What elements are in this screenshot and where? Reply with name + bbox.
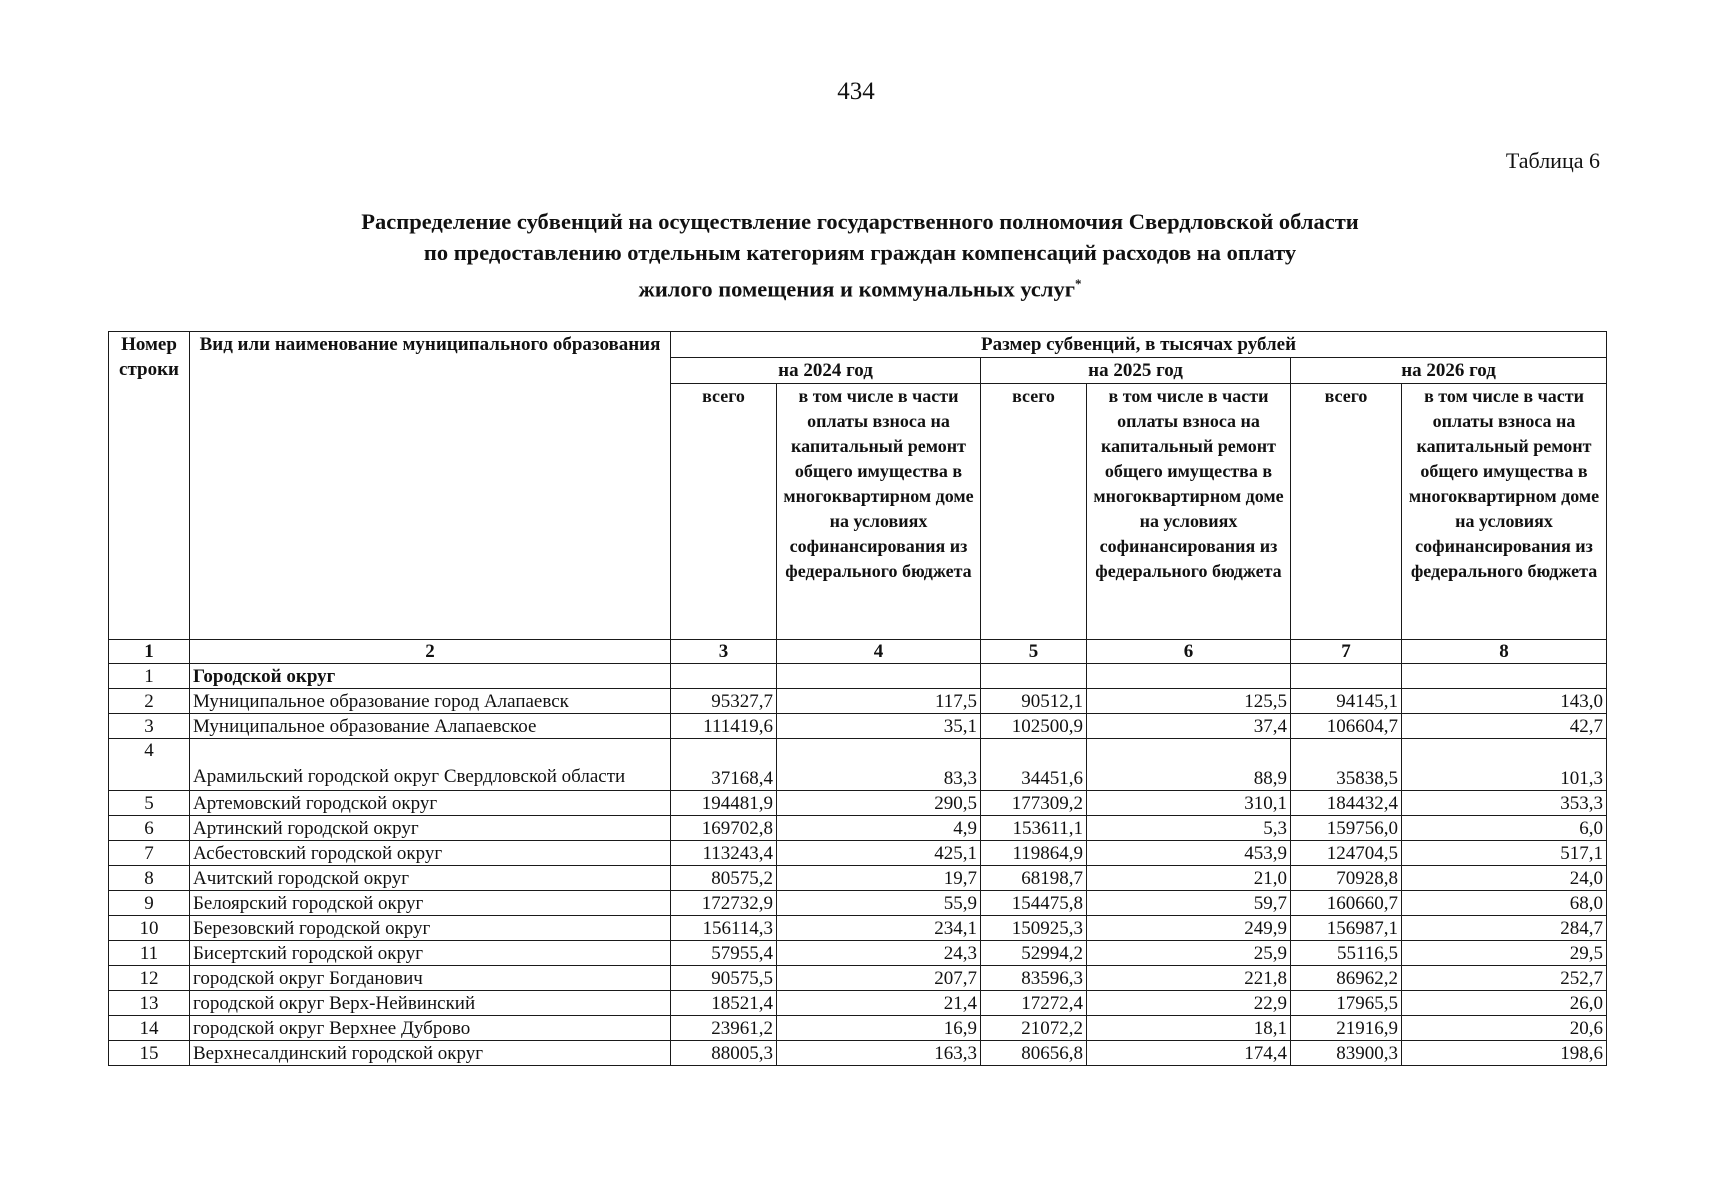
capital-repair-2026 [1402, 664, 1607, 689]
capital-repair-2024: 117,5 [777, 689, 981, 714]
total-2025: 21072,2 [981, 1016, 1087, 1041]
capital-repair-2026: 26,0 [1402, 991, 1607, 1016]
total-2024: 90575,5 [671, 966, 777, 991]
capital-repair-2026: 517,1 [1402, 841, 1607, 866]
capital-repair-2024: 16,9 [777, 1016, 981, 1041]
capital-repair-2024: 425,1 [777, 841, 981, 866]
municipality-name: городской округ Богданович [190, 966, 671, 991]
municipality-name: Артемовский городской округ [190, 791, 671, 816]
capital-repair-2026: 6,0 [1402, 816, 1607, 841]
table-row [109, 816, 1607, 841]
row-number: 15 [109, 1041, 190, 1066]
capital-repair-2026: 143,0 [1402, 689, 1607, 714]
capital-repair-2026: 68,0 [1402, 891, 1607, 916]
total-2026: 35838,5 [1291, 739, 1402, 791]
table-row [109, 841, 1607, 866]
municipality-name: Городской округ [190, 664, 671, 689]
row-number: 11 [109, 941, 190, 966]
capital-repair-2026: 20,6 [1402, 1016, 1607, 1041]
total-2024: 23961,2 [671, 1016, 777, 1041]
municipality-name: Бисертский городской округ [190, 941, 671, 966]
capital-repair-2025: 25,9 [1087, 941, 1291, 966]
capital-repair-2025: 88,9 [1087, 739, 1291, 791]
total-2025 [981, 664, 1087, 689]
total-2025: 119864,9 [981, 841, 1087, 866]
table-row [109, 664, 1607, 689]
table-row [109, 891, 1607, 916]
total-2026: 55116,5 [1291, 941, 1402, 966]
title-line-2: по предоставлению отдельным категориям граждан компенсаций расходов на оплату [423, 240, 1297, 265]
capital-repair-2026: 29,5 [1402, 941, 1607, 966]
total-2026: 106604,7 [1291, 714, 1402, 739]
municipality-name: Верхнесалдинский городской округ [190, 1041, 671, 1066]
capital-repair-2025: 37,4 [1087, 714, 1291, 739]
capital-repair-2025: 249,9 [1087, 916, 1291, 941]
capital-repair-2026: 284,7 [1402, 916, 1607, 941]
header-year-2024: на 2024 год [671, 358, 981, 384]
capital-repair-2024: 83,3 [777, 739, 981, 791]
municipality-name: городской округ Верхнее Дуброво [190, 1016, 671, 1041]
row-number: 13 [109, 991, 190, 1016]
capital-repair-2024: 163,3 [777, 1041, 981, 1066]
footnote-mark: * [1074, 276, 1082, 291]
municipality-name: Муниципальное образование город Алапаевск [190, 689, 671, 714]
capital-repair-2024: 207,7 [777, 966, 981, 991]
table-row [109, 1016, 1607, 1041]
row-number: 9 [109, 891, 190, 916]
table-row [109, 966, 1607, 991]
total-2024: 88005,3 [671, 1041, 777, 1066]
header-municipality: Вид или наименование муниципального образования [190, 332, 671, 640]
capital-repair-2024: 35,1 [777, 714, 981, 739]
total-2026 [1291, 664, 1402, 689]
total-2024: 169702,8 [671, 816, 777, 841]
capital-repair-2024: 234,1 [777, 916, 981, 941]
header-2025-total: всего [981, 384, 1087, 640]
total-2026: 70928,8 [1291, 866, 1402, 891]
municipality-name: городской округ Верх-Нейвинский [190, 991, 671, 1016]
capital-repair-2026: 198,6 [1402, 1041, 1607, 1066]
total-2025: 52994,2 [981, 941, 1087, 966]
table-row [109, 991, 1607, 1016]
total-2026: 21916,9 [1291, 1016, 1402, 1041]
total-2025: 102500,9 [981, 714, 1087, 739]
column-number: 4 [777, 640, 981, 664]
row-number: 1 [109, 664, 190, 689]
capital-repair-2025 [1087, 664, 1291, 689]
capital-repair-2026: 24,0 [1402, 866, 1607, 891]
municipality-name: Белоярский городской округ [190, 891, 671, 916]
total-2026: 17965,5 [1291, 991, 1402, 1016]
header-year-2026: на 2026 год [1291, 358, 1607, 384]
capital-repair-2025: 174,4 [1087, 1041, 1291, 1066]
capital-repair-2024 [777, 664, 981, 689]
row-number: 3 [109, 714, 190, 739]
capital-repair-2026: 353,3 [1402, 791, 1607, 816]
total-2024: 95327,7 [671, 689, 777, 714]
municipality-name: Артинский городской округ [190, 816, 671, 841]
municipality-name: Ачитский городской округ [190, 866, 671, 891]
total-2024: 57955,4 [671, 941, 777, 966]
capital-repair-2025: 453,9 [1087, 841, 1291, 866]
total-2025: 153611,1 [981, 816, 1087, 841]
header-2024-total: всего [671, 384, 777, 640]
row-number: 6 [109, 816, 190, 841]
row-number: 2 [109, 689, 190, 714]
capital-repair-2024: 24,3 [777, 941, 981, 966]
table-row [109, 689, 1607, 714]
capital-repair-2025: 21,0 [1087, 866, 1291, 891]
column-number: 5 [981, 640, 1087, 664]
row-number: 5 [109, 791, 190, 816]
table-row [109, 739, 1607, 791]
capital-repair-2025: 59,7 [1087, 891, 1291, 916]
municipality-name: Березовский городской округ [190, 916, 671, 941]
page-number: 434 [837, 78, 875, 105]
total-2025: 17272,4 [981, 991, 1087, 1016]
total-2024: 172732,9 [671, 891, 777, 916]
capital-repair-2024: 19,7 [777, 866, 981, 891]
subsidies-table [108, 331, 1607, 1066]
header-year-2025: на 2025 год [981, 358, 1291, 384]
column-number: 6 [1087, 640, 1291, 664]
row-number: 7 [109, 841, 190, 866]
document-title [180, 206, 1540, 305]
row-number: 10 [109, 916, 190, 941]
total-2024: 80575,2 [671, 866, 777, 891]
total-2025: 177309,2 [981, 791, 1087, 816]
header-2026-capital-repair: в том числе в части оплаты взноса на капитальный ремонт общего имущества в многоквартирном доме на условиях софинансирования из федерального бюджета [1402, 384, 1607, 640]
capital-repair-2025: 18,1 [1087, 1016, 1291, 1041]
table-row [109, 941, 1607, 966]
row-number: 4 [109, 739, 190, 791]
total-2026: 83900,3 [1291, 1041, 1402, 1066]
column-number: 8 [1402, 640, 1607, 664]
total-2024: 113243,4 [671, 841, 777, 866]
header-subsidy-size: Размер субвенций, в тысячах рублей [671, 332, 1607, 358]
capital-repair-2026: 42,7 [1402, 714, 1607, 739]
total-2025: 90512,1 [981, 689, 1087, 714]
row-number: 12 [109, 966, 190, 991]
municipality-name: Асбестовский городской округ [190, 841, 671, 866]
total-2026: 160660,7 [1291, 891, 1402, 916]
capital-repair-2024: 55,9 [777, 891, 981, 916]
total-2025: 150925,3 [981, 916, 1087, 941]
total-2026: 124704,5 [1291, 841, 1402, 866]
title-line-3 [180, 268, 1540, 305]
total-2026: 184432,4 [1291, 791, 1402, 816]
total-2024: 18521,4 [671, 991, 777, 1016]
capital-repair-2025: 22,9 [1087, 991, 1291, 1016]
capital-repair-2025: 125,5 [1087, 689, 1291, 714]
column-number: 3 [671, 640, 777, 664]
capital-repair-2025: 310,1 [1087, 791, 1291, 816]
table-row [109, 791, 1607, 816]
capital-repair-2024: 4,9 [777, 816, 981, 841]
table-caption: Таблица 6 [1505, 148, 1600, 173]
total-2026: 86962,2 [1291, 966, 1402, 991]
capital-repair-2025: 5,3 [1087, 816, 1291, 841]
table-row [109, 866, 1607, 891]
total-2026: 159756,0 [1291, 816, 1402, 841]
header-row-number: Номер строки [109, 332, 190, 640]
capital-repair-2026: 101,3 [1402, 739, 1607, 791]
total-2024: 111419,6 [671, 714, 777, 739]
table-row [109, 916, 1607, 941]
total-2025: 34451,6 [981, 739, 1087, 791]
total-2024: 37168,4 [671, 739, 777, 791]
column-number: 7 [1291, 640, 1402, 664]
row-number: 8 [109, 866, 190, 891]
table-row [109, 714, 1607, 739]
capital-repair-2024: 290,5 [777, 791, 981, 816]
capital-repair-2024: 21,4 [777, 991, 981, 1016]
total-2026: 94145,1 [1291, 689, 1402, 714]
total-2025: 68198,7 [981, 866, 1087, 891]
municipality-name: Арамильский городской округ Свердловской области [190, 739, 671, 791]
column-number: 2 [190, 640, 671, 664]
total-2025: 83596,3 [981, 966, 1087, 991]
total-2025: 80656,8 [981, 1041, 1087, 1066]
capital-repair-2026: 252,7 [1402, 966, 1607, 991]
row-number: 14 [109, 1016, 190, 1041]
header-2026-total: всего [1291, 384, 1402, 640]
title-line-3-text: жилого помещения и коммунальных услуг [638, 276, 1075, 302]
total-2024 [671, 664, 777, 689]
total-2024: 194481,9 [671, 791, 777, 816]
total-2025: 154475,8 [981, 891, 1087, 916]
table-row [109, 1041, 1607, 1066]
municipality-name: Муниципальное образование Алапаевское [190, 714, 671, 739]
column-number: 1 [109, 640, 190, 664]
total-2024: 156114,3 [671, 916, 777, 941]
header-2024-capital-repair: в том числе в части оплаты взноса на капитальный ремонт общего имущества в многоквартирном доме на условиях софинансирования из федерального бюджета [777, 384, 981, 640]
total-2026: 156987,1 [1291, 916, 1402, 941]
title-line-1: Распределение субвенций на осуществление государственного полномочия Свердловской области [361, 209, 1359, 234]
column-numbers-row [109, 640, 1607, 664]
header-2025-capital-repair: в том числе в части оплаты взноса на капитальный ремонт общего имущества в многоквартирном доме на условиях софинансирования из федерального бюджета [1087, 384, 1291, 640]
capital-repair-2025: 221,8 [1087, 966, 1291, 991]
